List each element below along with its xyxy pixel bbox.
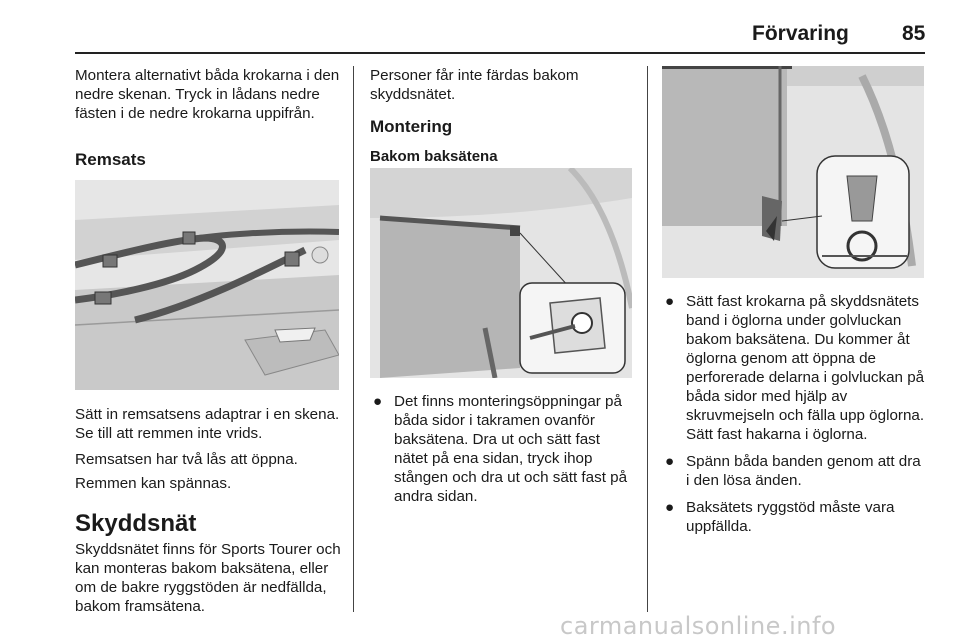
list-item bbox=[662, 292, 927, 444]
col1-para-safety-net: Skyddsnätet finns för Sports Tourer och kan monteras bakom baksätena, eller om de bakre ryggstöden är nedfällda, bakom framsätena. bbox=[75, 541, 341, 615]
col1-para-tension: Remmen kan spännas. bbox=[75, 475, 232, 492]
page-number: 85 bbox=[902, 22, 926, 45]
watermark-text: carmanualsonline.info bbox=[560, 612, 837, 640]
subheading-behind-rear-seats: Bakom baksätena bbox=[370, 148, 498, 165]
figure-strap-kit bbox=[75, 180, 339, 390]
column-divider-left bbox=[353, 66, 354, 612]
bullet-text: Det finns monteringsöppningar på båda sidor i takramen ovanför baksätena. Dra ut och sätt fast nätet på ena sidan, tryck ihop stången och dra ut och sätt fast på andra sidan. bbox=[394, 393, 628, 505]
header-divider bbox=[75, 52, 925, 54]
list-item bbox=[662, 452, 927, 490]
bullet-glyph: ● bbox=[665, 453, 675, 470]
heading-montering: Montering bbox=[370, 117, 453, 136]
bullet-text: Spänn båda banden genom att dra i den lösa änden. bbox=[686, 453, 921, 489]
bullet-glyph: ● bbox=[665, 293, 675, 310]
heading-remsats: Remsats bbox=[75, 150, 146, 169]
page-header-title: Förvaring bbox=[752, 22, 849, 45]
col2-bullet-list bbox=[370, 392, 635, 514]
column-divider-right bbox=[647, 66, 648, 612]
bullet-text: Sätt fast krokarna på skyddsnätets band i öglorna under golvluckan bakom baksätena. Du kommer åt öglorna genom att öppna de perforerade delarna i golvluckan på båda sidor med hjälp av skruvmejseln och fälla upp öglorna. Sätt fast hakarna i öglorna. bbox=[686, 293, 925, 443]
col1-para-adapters: Sätt in remsatsens adaptrar i en skena. Se till att remmen inte vrids. bbox=[75, 406, 340, 442]
col3-bullet-list bbox=[662, 292, 927, 544]
figure-net-mount bbox=[370, 168, 632, 378]
list-item bbox=[662, 498, 927, 536]
col1-para-locks: Remsatsen har två lås att öppna. bbox=[75, 451, 298, 468]
bullet-glyph: ● bbox=[665, 499, 675, 516]
bullet-text: Baksätets ryggstöd måste vara uppfällda. bbox=[686, 499, 895, 535]
bullet-glyph: ● bbox=[373, 393, 383, 410]
col2-intro-text: Personer får inte färdas bakom skyddsnätet. bbox=[370, 67, 579, 103]
col1-intro-text: Montera alternativt båda krokarna i den nedre skenan. Tryck in lådans nedre fästen i de nedre krokarna uppifrån. bbox=[75, 67, 340, 122]
heading-skyddsnat: Skyddsnät bbox=[75, 510, 197, 537]
list-item bbox=[370, 392, 635, 506]
figure-net-hooks bbox=[662, 66, 924, 278]
